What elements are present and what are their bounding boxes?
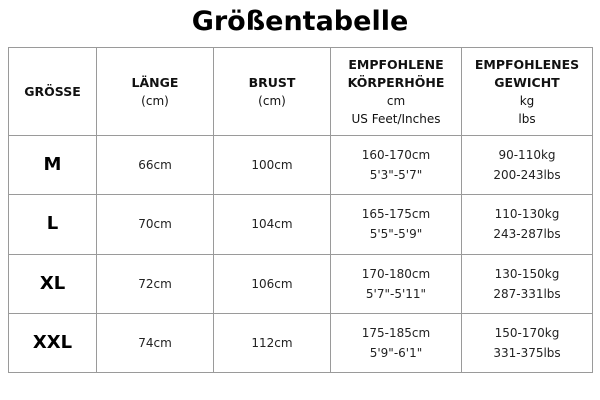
weight-cell — [462, 195, 593, 254]
size-cell: XL — [9, 254, 97, 313]
header-height-label-1: EMPFOHLENE — [348, 56, 444, 72]
size-chart-table — [8, 47, 593, 373]
length-cell: 70cm — [97, 195, 214, 254]
size-cell: M — [9, 136, 97, 195]
header-chest — [214, 48, 331, 136]
table-row — [9, 313, 593, 372]
weight-kg: 130-150kg — [494, 266, 560, 281]
header-chest-unit: (cm) — [258, 93, 286, 108]
header-weight — [462, 48, 593, 136]
header-height-label-2: KÖRPERHÖHE — [347, 74, 445, 90]
height-cell — [331, 313, 462, 372]
weight-kg: 90-110kg — [498, 148, 556, 163]
weight-lbs: 243-287lbs — [493, 227, 561, 242]
header-height-unit-1: cm — [386, 93, 406, 108]
header-height-unit-2: US Feet/Inches — [351, 111, 441, 126]
weight-cell — [462, 254, 593, 313]
length-cell: 66cm — [97, 136, 214, 195]
table-row — [9, 136, 593, 195]
weight-cell — [462, 136, 593, 195]
height-ft: 5'3"-5'7" — [369, 168, 423, 183]
header-length-label: LÄNGE — [131, 74, 179, 90]
weight-kg: 150-170kg — [494, 325, 560, 340]
header-weight-label-1: EMPFOHLENES — [474, 56, 580, 72]
weight-lbs: 331-375lbs — [493, 345, 561, 360]
height-ft: 5'7"-5'11" — [365, 286, 427, 301]
height-cell — [331, 136, 462, 195]
header-length-unit: (cm) — [141, 93, 169, 108]
header-weight-unit-1: kg — [519, 93, 535, 108]
size-cell: XXL — [9, 313, 97, 372]
header-size-label: GRÖSSE — [24, 83, 81, 99]
chest-cell: 106cm — [214, 254, 331, 313]
height-cm: 175-185cm — [361, 325, 431, 340]
table-header-row — [9, 48, 593, 136]
header-size — [9, 48, 97, 136]
header-weight-label-2: GEWICHT — [494, 74, 560, 90]
chest-cell: 112cm — [214, 313, 331, 372]
height-ft: 5'5"-5'9" — [369, 227, 423, 242]
weight-kg: 110-130kg — [494, 207, 560, 222]
length-cell: 74cm — [97, 313, 214, 372]
table-row — [9, 195, 593, 254]
header-length — [97, 48, 214, 136]
height-ft: 5'9"-6'1" — [369, 345, 423, 360]
page-title: Größentabelle — [191, 6, 409, 37]
chest-cell: 104cm — [214, 195, 331, 254]
height-cm: 170-180cm — [361, 266, 431, 281]
header-chest-label: BRUST — [248, 74, 296, 90]
height-cell — [331, 195, 462, 254]
weight-lbs: 200-243lbs — [493, 168, 561, 183]
height-cm: 160-170cm — [361, 148, 431, 163]
weight-lbs: 287-331lbs — [493, 286, 561, 301]
header-height — [331, 48, 462, 136]
weight-cell — [462, 313, 593, 372]
height-cell — [331, 254, 462, 313]
header-weight-unit-2: lbs — [518, 111, 536, 126]
height-cm: 165-175cm — [361, 207, 431, 222]
chest-cell: 100cm — [214, 136, 331, 195]
length-cell: 72cm — [97, 254, 214, 313]
table-row — [9, 254, 593, 313]
size-cell: L — [9, 195, 97, 254]
